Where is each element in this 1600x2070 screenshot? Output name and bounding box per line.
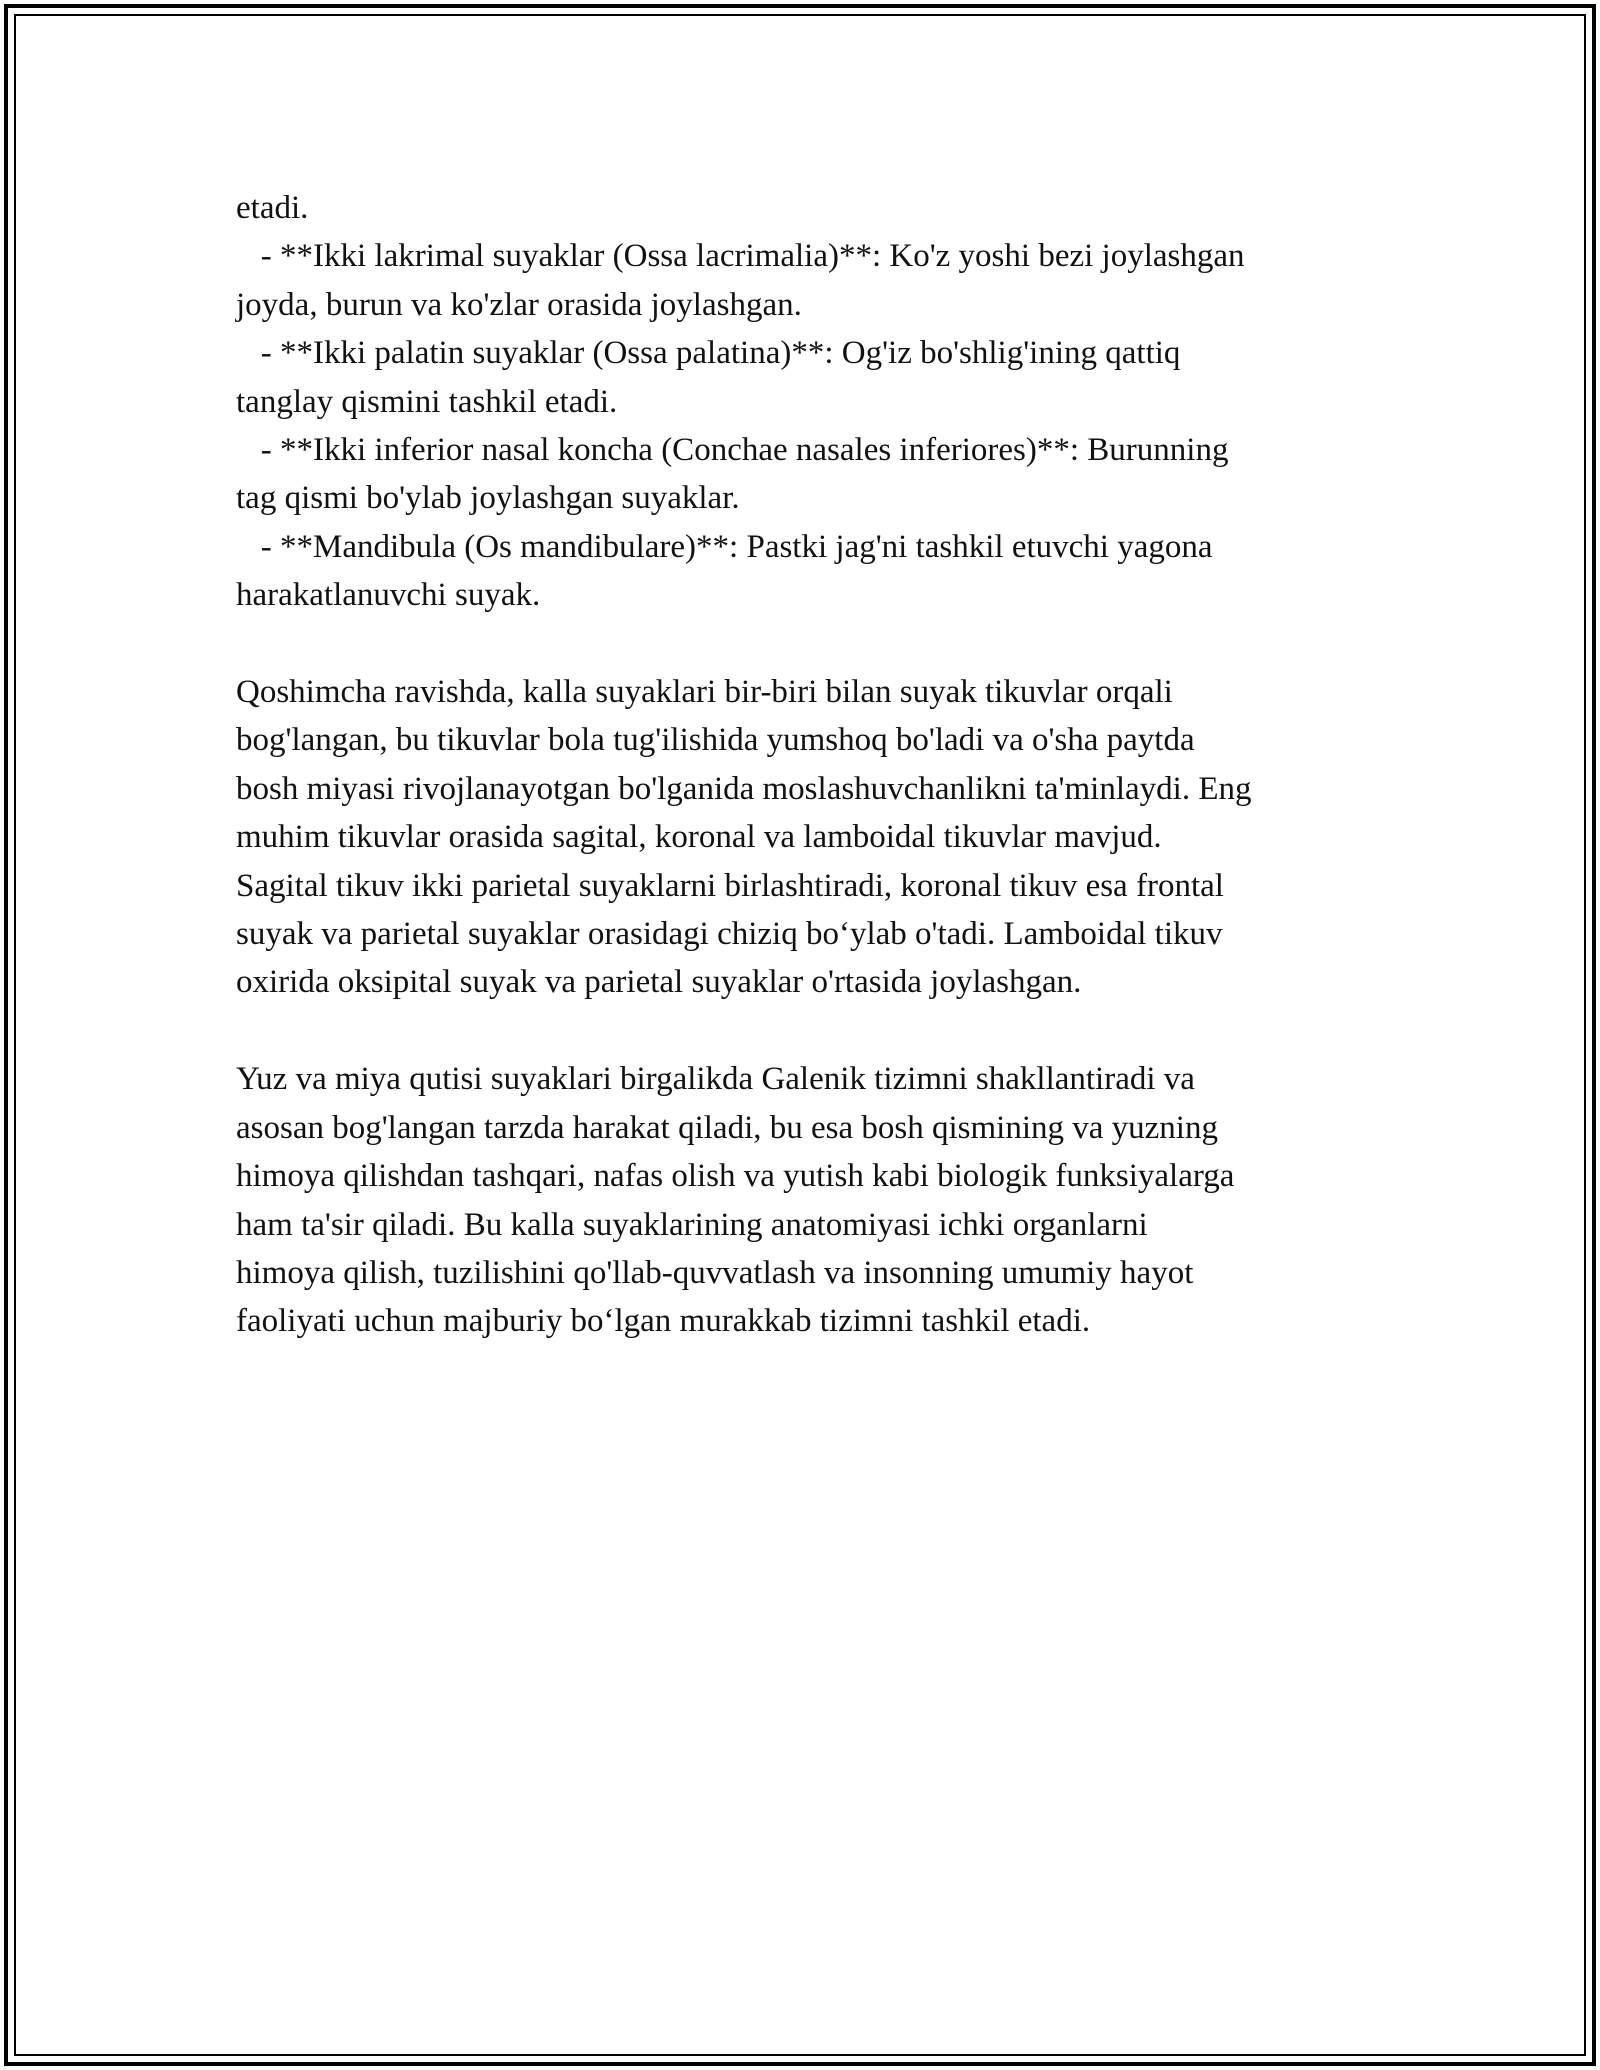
text-line: Yuz va miya qutisi suyaklari birgalikda Galenik tizimni shakllantiradi va [236, 1061, 1195, 1098]
text-line: - **Ikki palatin suyaklar (Ossa palatina)**: Og'iz bo'shlig'ining qattiq [236, 335, 1181, 372]
text-line: - **Ikki lakrimal suyaklar (Ossa lacrimalia)**: Ko'z yoshi bezi joylashgan [236, 238, 1245, 275]
text-line: ham ta'sir qiladi. Bu kalla suyaklarining anatomiyasi ichki organlarni [236, 1206, 1148, 1243]
text-line: harakatlanuvchi suyak. [236, 577, 541, 614]
text-line: himoya qilish, tuzilishini qo'llab-quvvatlash va insonning umumiy hayot [236, 1254, 1194, 1291]
text-line: Sagital tikuv ikki parietal suyaklarni birlashtiradi, koronal tikuv esa frontal [236, 867, 1224, 904]
list-continuation-block [236, 184, 1386, 620]
paragraph-sutures [236, 668, 1386, 1007]
text-line: muhim tikuvlar orasida sagital, koronal va lamboidal tikuvlar mavjud. [236, 819, 1162, 856]
text-line: bosh miyasi rivojlanayotgan bo'lganida moslashuvchanlikni ta'minlaydi. Eng [236, 770, 1252, 807]
text-line: - **Ikki inferior nasal koncha (Conchae nasales inferiores)**: Burunning [236, 432, 1229, 469]
text-line: himoya qilishdan tashqari, nafas olish va yutish kabi biologik funksiyalarga [236, 1158, 1235, 1195]
text-line: etadi. [236, 190, 309, 226]
document-body [236, 184, 1386, 1346]
text-line: asosan bog'langan tarzda harakat qiladi, bu esa bosh qismining va yuzning [236, 1109, 1218, 1146]
paragraph-conclusion [236, 1055, 1386, 1345]
text-line: tag qismi bo'ylab joylashgan suyaklar. [236, 480, 740, 517]
text-line: joyda, burun va ko'zlar orasida joylashgan. [236, 286, 802, 323]
text-line: suyak va parietal suyaklar orasidagi chiziq bo‘ylab o'tadi. Lamboidal tikuv [236, 916, 1223, 953]
text-line: bog'langan, bu tikuvlar bola tug'ilishida yumshoq bo'ladi va o'sha paytda [236, 722, 1195, 759]
text-line: - **Mandibula (Os mandibulare)**: Pastki jag'ni tashkil etuvchi yagona [236, 528, 1213, 565]
text-line: tanglay qismini tashkil etadi. [236, 383, 618, 420]
text-line: Qoshimcha ravishda, kalla suyaklari bir-biri bilan suyak tikuvlar orqali [236, 674, 1173, 711]
text-line: oxirida oksipital suyak va parietal suyaklar o'rtasida joylashgan. [236, 964, 1082, 1001]
text-line: faoliyati uchun majburiy bo‘lgan murakkab tizimni tashkil etadi. [236, 1303, 1091, 1340]
